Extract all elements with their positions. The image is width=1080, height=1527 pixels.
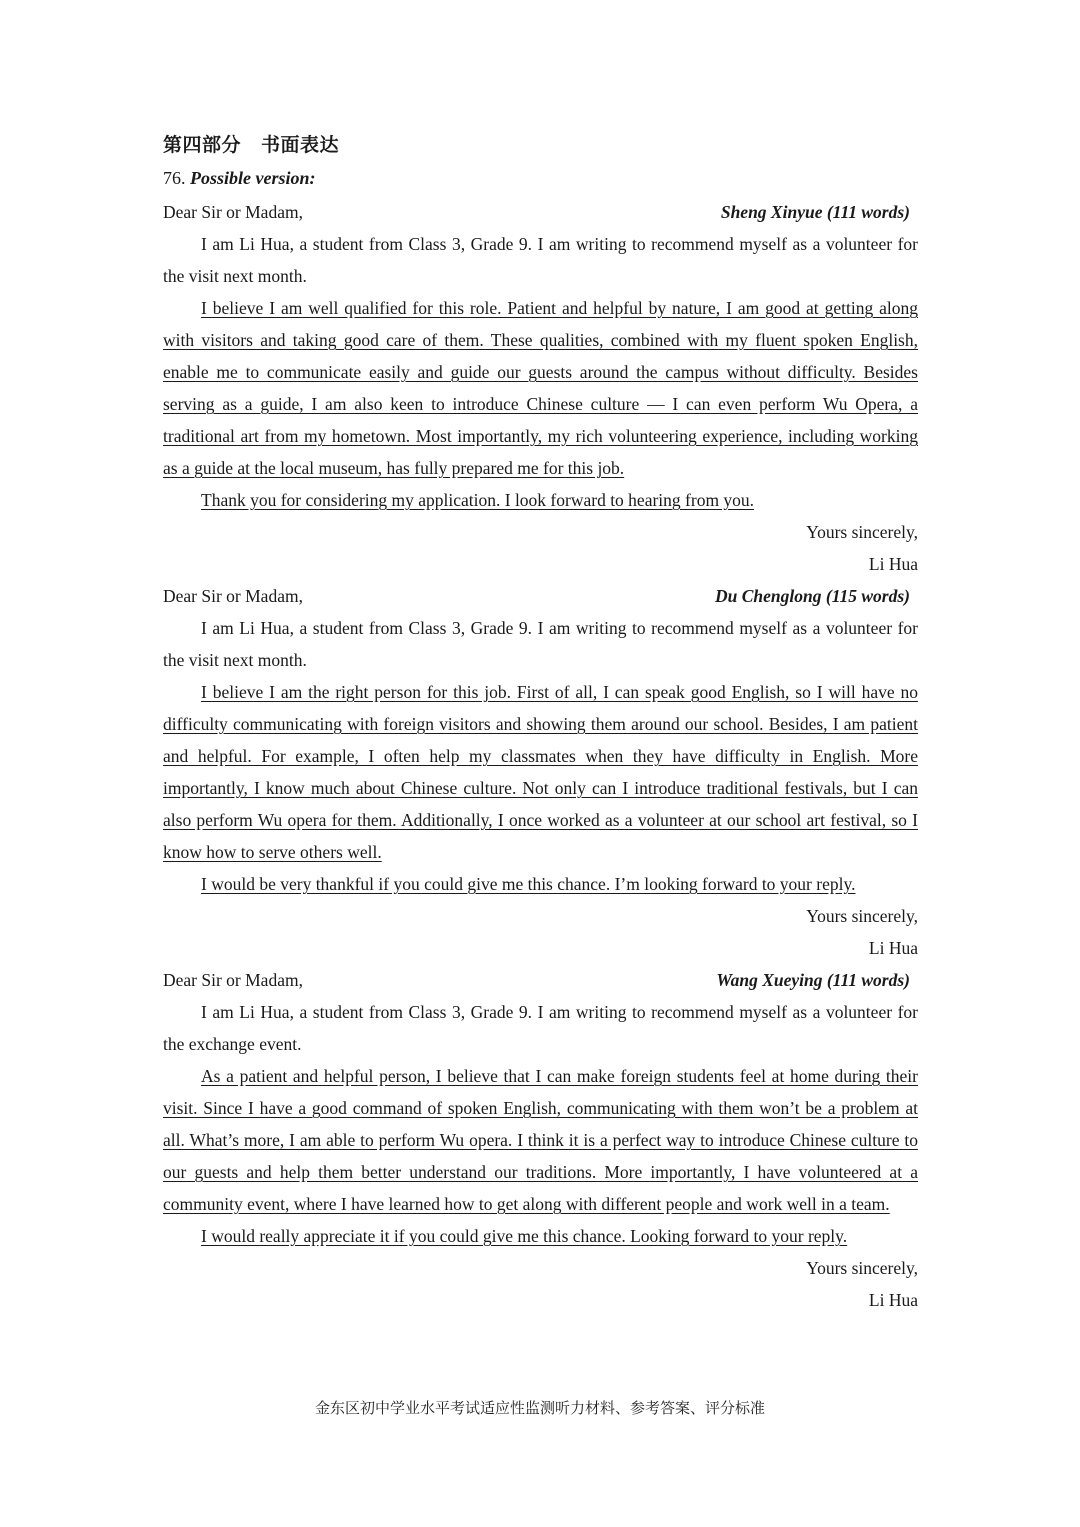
question-label: Possible version: <box>190 168 316 188</box>
letter-header <box>163 964 918 996</box>
section-name: 书面表达 <box>261 134 340 156</box>
closing: Yours sincerely, <box>806 1258 918 1278</box>
letter-1 <box>163 196 918 580</box>
signature: Li Hua <box>868 1290 918 1310</box>
section-title <box>163 130 339 157</box>
closing-paragraph: I would really appreciate it if you could give me this chance. Looking forward to your reply. <box>201 1226 848 1246</box>
author-credit: Wang Xueying (111 words) <box>716 970 910 990</box>
letter-header <box>163 580 918 612</box>
intro-paragraph: I am Li Hua, a student from Class 3, Grade 9. I am writing to recommend myself as a volunteer for the visit next month. <box>163 234 918 286</box>
closing: Yours sincerely, <box>806 906 918 926</box>
body-paragraph: I believe I am well qualified for this role. Patient and helpful by nature, I am good at getting along with visitors and taking good care of them. These qualities, combined with my fluent spoken English, enable me to communicate easily and guide our guests around the campus without difficulty. Besides serving as a guide, I am also keen to introduce Chinese culture — I can even perform Wu Opera, a traditional art from my hometown. Most importantly, my rich volunteering experience, including working as a guide at the local museum, has fully prepared me for this job. <box>163 298 918 478</box>
closing: Yours sincerely, <box>806 522 918 542</box>
question-number: 76. <box>163 168 186 188</box>
letter-2 <box>163 580 918 964</box>
question-heading <box>163 168 316 189</box>
author-credit: Du Chenglong (115 words) <box>715 586 910 606</box>
body-paragraph: I believe I am the right person for this job. First of all, I can speak good English, so I will have no difficulty communicating with foreign visitors and showing them around our school. Besides, I am patient and helpful. For example, I often help my classmates when they have difficulty in English. More importantly, I know much about Chinese culture. Not only can I introduce traditional festivals, but I can also perform Wu opera for them. Additionally, I once worked as a volunteer at our school art festival, so I know how to serve others well. <box>163 682 918 862</box>
closing-paragraph: Thank you for considering my application. I look forward to hearing from you. <box>201 490 755 510</box>
sample-letters <box>163 196 918 1316</box>
author-credit: Sheng Xinyue (111 words) <box>720 202 910 222</box>
body-paragraph: As a patient and helpful person, I believe that I can make foreign students feel at home during their visit. Since I have a good command of spoken English, communicating with them won’t be a problem at all. What’s more, I am able to perform Wu opera. I think it is a perfect way to introduce Chinese culture to our guests and help them better understand our traditions. More importantly, I have volunteered at a community event, where I have learned how to get along with different people and work well in a team. <box>163 1066 918 1214</box>
signature: Li Hua <box>868 938 918 958</box>
greeting: Dear Sir or Madam, <box>163 202 303 222</box>
page-footer: 金东区初中学业水平考试适应性监测听力材料、参考答案、评分标准 <box>314 1399 765 1417</box>
letter-header <box>163 196 918 228</box>
letter-3 <box>163 964 918 1316</box>
signature: Li Hua <box>868 554 918 574</box>
intro-paragraph: I am Li Hua, a student from Class 3, Grade 9. I am writing to recommend myself as a volunteer for the exchange event. <box>163 1002 918 1054</box>
greeting: Dear Sir or Madam, <box>163 586 303 606</box>
closing-paragraph: I would be very thankful if you could give me this chance. I’m looking forward to your reply. <box>201 874 856 894</box>
intro-paragraph: I am Li Hua, a student from Class 3, Grade 9. I am writing to recommend myself as a volunteer for the visit next month. <box>163 618 918 670</box>
section-part: 第四部分 <box>163 134 242 156</box>
greeting: Dear Sir or Madam, <box>163 970 303 990</box>
